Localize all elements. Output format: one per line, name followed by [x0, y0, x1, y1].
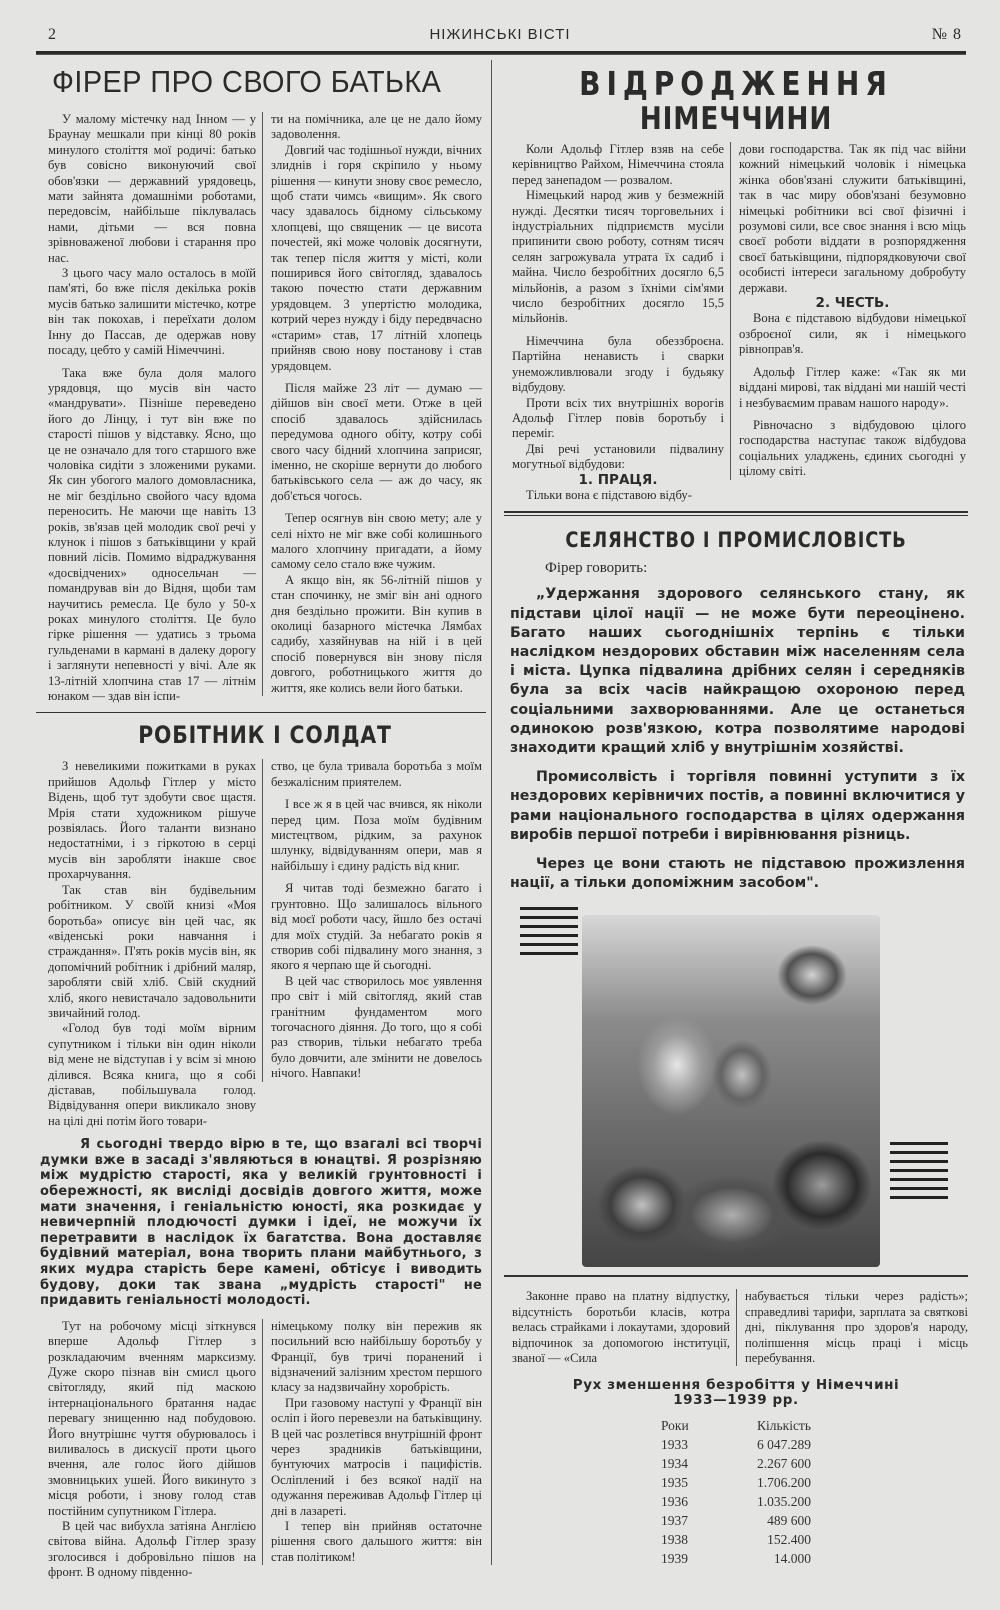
paragraph: Після майже 23 літ — думаю — дійшов він своєї мети. Отже в цей спосіб здавалось здійснилась передумова одного обіту, котру собі свого часу бідний хлопчина заприсяг, іменно, не скоріше вернути до любого батьківського села — аж до часу, як доб'ється чогось. — [271, 380, 482, 503]
father-col1 — [48, 112, 256, 704]
left-half — [40, 64, 482, 1581]
table-row — [661, 1549, 811, 1568]
peasantry-quote — [510, 585, 965, 903]
paragraph: Проти всіх тих внутрішніх ворогів Адольф Гітлер повів боротьбу і переміг. — [512, 395, 724, 441]
paragraph: З цього часу мало осталось в моїй пам'яті, бо вже після декілька років мусів батько залишити містечко, котре він так покохав, і переїхати долом Інну до Пассав, де одержав нову посаду, цебто у самій Німеччині. — [48, 266, 256, 358]
photo-area — [504, 907, 968, 1269]
paragraph: А якщо він, як 56-літній пішов у стан спочинку, не зміг він ані одного дня бездільно прожити. Він купив в околиці базарного містечка Лямбах садибу, хазяйнував на ній і в цей спосіб повернувся він знову після довгого, роботницького життя до життя, яке колись вели його батьки. — [271, 572, 482, 695]
center-divider — [491, 60, 492, 1565]
table-row — [661, 1492, 811, 1511]
subheading-work: 1. ПРАЦЯ. — [578, 471, 658, 488]
decorative-stripes — [520, 907, 578, 959]
headline-revival-line1: ВІДРОДЖЕННЯ — [579, 64, 893, 103]
year-cell: 1939 — [661, 1550, 688, 1566]
count-cell: 1.706.200 — [757, 1474, 811, 1490]
section-rule — [504, 515, 968, 516]
count-cell: 489 600 — [767, 1512, 811, 1528]
count-cell: 14.000 — [773, 1550, 811, 1566]
revival-col1 — [512, 142, 724, 503]
paragraph: Адольф Гітлер каже: «Так як ми віддані мирові, так віддані ми нашій честі і незбуваємим правам нашого народу». — [739, 364, 966, 410]
decorative-stripes — [890, 1142, 948, 1202]
paragraph: Через це вони стають не підставою прожизлення нації, а тільки допоміжним засобом". — [510, 855, 965, 892]
subheading-honor: 2. ЧЕСТЬ. — [815, 295, 890, 312]
table-row — [661, 1473, 811, 1492]
paragraph: набувається тільки через радість»; справедливі тарифи, зарплата за святкові дні, піклування про здоров'я народу, поліпшення місць праці і місць перебування. — [745, 1289, 968, 1366]
table-row — [661, 1530, 811, 1549]
unemployment-table — [661, 1416, 811, 1568]
right-half — [504, 66, 968, 1568]
count-cell: 1.035.200 — [757, 1493, 811, 1509]
header-count: Кількість — [756, 1417, 811, 1433]
year-cell: 1934 — [661, 1455, 688, 1471]
page-number: 2 — [48, 26, 57, 43]
table-row — [661, 1435, 811, 1454]
paragraph: Я читав тоді безмежно багато і грунтовно. Що залишалось вільного від моєї роботи часу, йшло без остачі для моїх студій. За небагато років я створив собі підвалину мого знання, з якого я черпаю ще й сьогодні. — [271, 881, 482, 973]
social-col1 — [512, 1289, 730, 1366]
paragraph: Така вже була доля малого урядовця, що мусів він часто «мандрувати». Пізніше переведено його до Лінцу, і тут він вже по старості пішов у відставку. Ясно, що це не означало для того старшого вже чоловіка сидіти з зложеними руками. Як син убогого малого домовласника, не міг бездільно свойого часу вдома переносить. Не маючи ще навіть 13 років, зв'язав цей молодик свої речі у клунок і пішов з батьківщини у край повний лісів. Помимо відраджування «досвідчених» односельчан — помандрував він до Відня, щоби там научитись ремесла. Це було у 50-х роках минулого століття. Це було гірке рішення — удатись з трьома гульденами в кармані в далеку дорогу і заглянути непевності у вічі. Але як 13-літній хлопчина став 17 — літнім юнаком — здав він іспи- — [48, 365, 256, 704]
paragraph: «Голод був тоді моїм вірним супутником і тільки він один ніколи від мене не відступав і у всім зі мною ділився. Всяка книга, що я собі діставав, побільшувала голод. Відвідування опери викликало знову на цілі дні потім його товари- — [48, 1021, 256, 1128]
quote-intro: Фірер говорить: — [545, 560, 648, 577]
father-col2 — [262, 112, 482, 696]
worker-col4 — [262, 1319, 482, 1566]
newspaper-title: НІЖИНСЬКІ ВІСТІ — [429, 26, 571, 43]
section-rule — [36, 712, 486, 713]
paragraph: Промисолвість і торгівля повинні уступити з їх нездорових керівничих постів, а повинні включитися у рами національного господарства в цілях одержання виробів першої потреби і вирівнювання різниць. — [510, 769, 965, 843]
paragraph: У малому містечку над Інном — у Браунау мешкали при кінці 80 років минулого століття мої родичі: батько був совісно виконуючий свої обов'язки — державний урядовець, мати зайнята домашніми роботами, передовсім, найбільше піклувалась нами, дітьми — вся повна зрівноваженої любови і старання про нас. — [48, 112, 256, 265]
paragraph: Німецький народ жив у безмежній нужді. Десятки тисяч торговельних і індустріальних підприємств мусіли припинити свою роботу, сотням тисяч селян загрожувала утрата їх садиб і майна. Число безробітних досягло 6,5 мільйонів, а разом з їхніми сім'ями число безробітних досягло 15,5 мільйонів. — [512, 188, 724, 326]
worker-col3 — [48, 1319, 256, 1581]
paragraph: Дві речі установили підвалину могутньої відбудови: — [512, 441, 724, 472]
paragraph: ство, це була тривала боротьба з моїм безжалісним приятелем. — [271, 759, 482, 789]
paragraph: Вона є підставою відбудови німецької озброєної сили, як і німецького рівноправ'я. — [739, 311, 966, 357]
paragraph: В цей час вибухла затіяна Англією світова війна. Адольф Гітлер зразу зголосився і добровільно пішов на фронт. В одному південно- — [48, 1519, 256, 1580]
paragraph: З невеликими пожитками в руках прийшов Адольф Гітлер у місто Відень, щоб тут здобути своє щастя. Мрія стати художником рішуче розвіялась. Його таланти визнано недостатніми, і з гіркотою в серці мусів він заробляти інакше своє прохарчування. — [48, 759, 256, 882]
paragraph: дови господарства. Так як під час війни кожний німецький чоловік і німецька жінка обов'язані служити батьківщині, так в час миру обов'язані безумовно німецькі робітники всі свої фізичні і розумові сили, все своє знання і всю міць своєї роботи віддати в розпорядження своєї батьківщини, підпорядковуючи свої особисті інтереси загальному добробуту держави. — [739, 142, 966, 295]
paragraph: Тільки вона є підставою відбу- — [526, 487, 692, 502]
paragraph: Законне право на платну відпустку, відсутність боротьби класів, котра велась страйками і локаутами, здоровий відпочинок за допомогою інституції, званої — «Сила — [512, 1289, 730, 1366]
count-cell: 6 047.289 — [757, 1436, 811, 1452]
paragraph: І все ж я в цей час вчився, як ніколи перед цим. Поза моїм будівним мистецтвом, рідким, за рахунок шлунку, відвідуванням опери, мав я найбільшу і єдину радість від книг. — [271, 797, 482, 873]
headline-revival-line2: НІМЕЧЧИНИ — [639, 101, 833, 137]
table-subtitle: 1933—1939 рр. — [673, 1392, 799, 1409]
section-rule — [504, 1275, 968, 1277]
headline-father: ФІРЕР ПРО СВОГО БАТЬКА — [52, 64, 442, 99]
table-title — [504, 1378, 968, 1408]
worker-columns — [48, 759, 482, 1129]
paragraph: Довгий час тодішньої нужди, вічних злиднів і горя скріпило у ньому рішення — кинути знову своє ремесло, щоб стати чимсь «вищим». Як свого часу здавалось бідному сільському хлопцеві, що священик — це висота почестей, які може чоловік досягнути, так тепер після життя у місті, коли поширився його світогляд, здавалось такою почестю стати державним урядовцем. З упертістю молодика, котрий через нужду і біду передвчасно «старим» став, 17 літній хлопець прийняв свою нову постанову і став урядовцем. — [271, 142, 482, 373]
headline-worker: РОБІТНИК І СОЛДАТ — [138, 721, 392, 750]
paragraph: Рівночасно з відбудовою цілого господарства наступає також відбудова соціальних уладжень, єдиних сьогодні у цілому світі. — [739, 417, 966, 479]
section-rule — [504, 511, 968, 513]
table-row — [661, 1454, 811, 1473]
paragraph: німецькому полку він пережив як посильний всю найбільшу боротьбу у Франції, був тричі поранений і відзначений залізним хрестом першого класу за надзвичайну хоробрість. — [271, 1318, 482, 1395]
year-cell: 1935 — [661, 1474, 688, 1490]
issue-number: № 8 — [931, 26, 962, 43]
father-columns — [48, 112, 482, 704]
year-cell: 1933 — [661, 1436, 688, 1452]
count-cell: 2.267 600 — [757, 1455, 811, 1471]
paragraph: ти на помічника, але це не дало йому задоволення. — [271, 112, 482, 142]
table-header-row — [661, 1416, 811, 1435]
paragraph: При газовому наступі у Франції він осліп і його перевезли на батьківщину. В цей час розлетівся внутрішній фронт через зрадників батьківщини, бунтуючих матросів і пацифістів. Осліплений і без всякої надії на одужання переживав Адольф Гітлер ці дні в лазареті. — [271, 1395, 482, 1518]
paragraph: Коли Адольф Гітлер взяв на себе керівництво Райхом, Німеччина стояла перед занепадом — розвалом. — [512, 142, 724, 187]
worker-col1 — [48, 759, 256, 1129]
header-years: Роки — [661, 1417, 689, 1433]
year-cell: 1936 — [661, 1493, 688, 1509]
revival-columns — [504, 142, 968, 503]
social-columns — [504, 1289, 968, 1366]
headline-peasantry: СЕЛЯНСТВО І ПРОМИСЛОВІСТЬ — [565, 528, 907, 553]
masthead-rule — [36, 51, 966, 55]
crowd-photo — [582, 915, 880, 1267]
paragraph: „Удержання здорового селянського стану, як підстави цілої нації — не може бути переоцінено. Багато наших сьогоднішніх терпінь є тільки наслідком нездорових обставин між населенням села і міста. Цупка підвалина дрібних селян і середняків була за всіх часів найкращою охороною перед соціальними захворюваннями. Але це останеться одинокою розв'язкою, котра позволятиме народові знаходити кращий хліб у внутрішнім хозяйстві. — [510, 586, 965, 756]
social-col2 — [736, 1289, 968, 1366]
paragraph: Тут на робочому місці зіткнувся вперше Адольф Гітлер з розкладаючим вченням марксизму. Дуже скоро пізнав він смисл цього світогляду, який під маскою інтернаціонального братання надає перевагу знищенню над побудовою. Його внутрішнє чуття обурювалось і виливалось в дискусії проти цього вчення, але голос його дійшов змовницьких ушей. Його викинуто з місця роботи, і знову голод став постійним супутником Гітлера. — [48, 1318, 256, 1518]
paragraph: Тепер осягнув він свою мету; але у селі ніхто не міг вже собі колишнього малого хлопчину пригадати, а йому самому село стало вже чужим. — [271, 511, 482, 572]
paragraph: Німеччина була обеззброєна. Партійна ненависть і сварки унеможливлювали згоду і будьяку відбудову. — [512, 333, 724, 395]
table-title-text: Рух зменшення безробіття у Німеччині — [572, 1377, 900, 1394]
paragraph: В цей час створилось моє уявлення про світ і мій світогляд, який став гранітним фундаментом мого тогочасного діяння. До того, що я собі раз створив, тільки небагато треба було довчити, але змінити не довелось нічого. Навпаки! — [271, 973, 482, 1081]
year-cell: 1938 — [661, 1531, 688, 1547]
paragraph: І тепер він прийняв остаточне рішення свого дальшого життя: він став політиком! — [271, 1519, 482, 1564]
revival-col2 — [730, 142, 966, 480]
worker-bottom-columns — [48, 1319, 482, 1581]
paragraph: Так став він будівельним робітником. У своїй книзі «Моя боротьба» описує він цей час, як «віденські роки навчання і страждання». П'ять років мусів він, як допомічний робітник і дрібний маляр, заробляти свій хліб. Свій скудний хліб, якого невистачало задовольнити звичайний голод. — [48, 882, 256, 1020]
year-cell: 1937 — [661, 1512, 688, 1528]
worker-col2 — [262, 759, 482, 1081]
paragraph: Я сьогодні твердо вірю в те, що взагалі всі творчі думки вже в засаді з'являються в юнацтві. Я розрізняю між мудрістю старості, яка у великій грунтовності і обережності, як висліді досвідів довгого життя, може мати значення, і геніальністю юності, яка розкидає у невичерпній плодючості думки і ідеї, не можучи їх перетравити в наслідок їх багатства. Вона доставляє будівний матеріал, вона творить плани майбутнього, з яких мудра старість бере камені, обтісує і виводить будову, доки так звана „мудрість старості" не придавить геніальності молодості. — [40, 1137, 482, 1309]
worker-bold-quote — [40, 1137, 482, 1309]
count-cell: 152.400 — [767, 1531, 811, 1547]
table-row — [661, 1511, 811, 1530]
